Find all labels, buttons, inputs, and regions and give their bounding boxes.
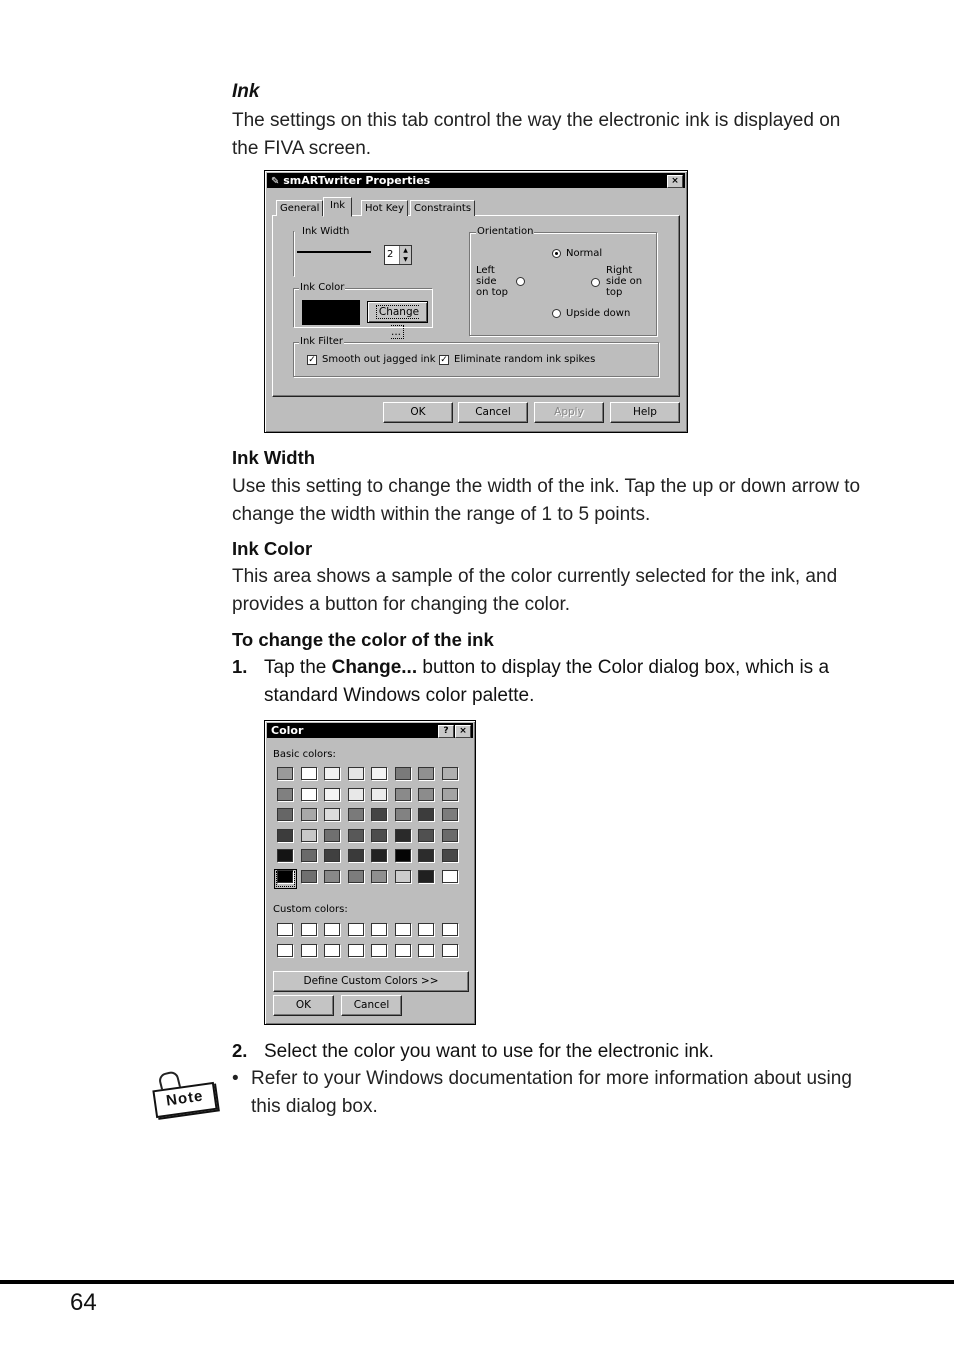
page-number: 64	[70, 1289, 97, 1316]
ink-width-body: Use this setting to change the width of the ink. Tap the up or down arrow to change the width within the range of 1 to 5 points.	[232, 476, 861, 525]
properties-dialog	[264, 170, 688, 433]
basic-color-swatch[interactable]	[442, 829, 458, 842]
ink-filter-label: Ink Filter	[300, 336, 344, 347]
basic-color-swatch[interactable]	[301, 870, 317, 883]
custom-colors-label: Custom colors:	[273, 904, 348, 915]
custom-color-swatch[interactable]	[348, 944, 364, 957]
custom-color-swatch[interactable]	[277, 944, 293, 957]
checkbox-smooth[interactable]: ✓	[308, 355, 316, 365]
intro-text: The settings on this tab control the way the electronic ink is displayed on the FIVA screen.	[232, 110, 841, 159]
custom-color-swatch[interactable]	[277, 923, 293, 936]
basic-color-swatch[interactable]	[371, 808, 387, 821]
change-color-button[interactable]	[367, 301, 428, 338]
custom-color-swatch[interactable]	[418, 944, 434, 957]
label-right-side: Right side on top	[606, 265, 643, 298]
custom-color-swatch[interactable]	[301, 923, 317, 936]
basic-color-swatch[interactable]	[395, 808, 411, 821]
color-title: Color	[271, 724, 304, 737]
basic-color-swatch[interactable]	[371, 870, 387, 883]
basic-color-swatch[interactable]	[277, 788, 293, 801]
ink-width-stepper[interactable]	[384, 245, 412, 265]
ink-width-value: 2	[387, 249, 394, 260]
basic-color-swatch[interactable]	[301, 767, 317, 780]
label-upside-down: Upside down	[566, 308, 631, 319]
basic-color-swatch[interactable]	[301, 788, 317, 801]
basic-color-swatch[interactable]	[395, 849, 411, 862]
basic-color-swatch[interactable]	[301, 849, 317, 862]
ink-width-label: Ink Width	[302, 226, 350, 237]
basic-color-swatch[interactable]	[442, 788, 458, 801]
basic-color-swatch[interactable]	[395, 829, 411, 842]
tab-ink[interactable]: Ink	[323, 197, 352, 217]
basic-color-swatch[interactable]	[418, 849, 434, 862]
properties-titlebar	[267, 173, 685, 188]
tab-constraints[interactable]: Constraints	[410, 200, 475, 216]
basic-color-swatch[interactable]	[395, 788, 411, 801]
label-smooth: Smooth out jagged ink	[322, 354, 436, 365]
basic-color-swatch[interactable]	[371, 788, 387, 801]
step1-bold: Change...	[331, 657, 418, 678]
custom-color-swatch[interactable]	[301, 944, 317, 957]
close-icon[interactable]: ×	[667, 175, 683, 188]
color-ok-button[interactable]: OK	[273, 995, 334, 1016]
radio-normal[interactable]	[552, 249, 561, 258]
custom-color-swatch[interactable]	[348, 923, 364, 936]
ink-color-heading: Ink Color	[232, 538, 313, 559]
step1-post: button to display the Color dialog box, which is a standard Windows color palette.	[264, 657, 830, 706]
basic-colors-label: Basic colors:	[273, 749, 336, 760]
tab-general[interactable]: General	[276, 200, 323, 216]
custom-color-swatch[interactable]	[324, 923, 340, 936]
basic-color-swatch[interactable]	[324, 849, 340, 862]
basic-color-swatch[interactable]	[301, 829, 317, 842]
basic-color-swatch[interactable]	[348, 808, 364, 821]
basic-color-swatch[interactable]	[418, 829, 434, 842]
basic-color-swatch[interactable]	[324, 829, 340, 842]
ink-color-sample	[302, 300, 360, 325]
basic-color-swatch[interactable]	[395, 767, 411, 780]
help-icon[interactable]: ?	[438, 725, 454, 738]
basic-color-swatch[interactable]	[371, 829, 387, 842]
note-icon	[152, 1072, 216, 1118]
properties-title: smARTwriter Properties	[283, 174, 431, 187]
custom-color-swatch[interactable]	[442, 944, 458, 957]
help-button[interactable]: Help	[610, 402, 680, 423]
basic-color-swatch[interactable]	[418, 767, 434, 780]
basic-color-swatch[interactable]	[348, 849, 364, 862]
step1-text	[264, 654, 864, 710]
basic-color-swatch[interactable]	[442, 808, 458, 821]
basic-color-swatch[interactable]	[371, 767, 387, 780]
custom-color-swatch[interactable]	[324, 944, 340, 957]
label-normal: Normal	[566, 248, 603, 259]
basic-color-swatch[interactable]	[277, 767, 293, 780]
procedure-heading: To change the color of the ink	[232, 629, 494, 650]
ink-width-heading: Ink Width	[232, 447, 316, 468]
radio-upside-down[interactable]	[552, 309, 561, 318]
note-label: Note	[152, 1082, 217, 1118]
basic-color-swatch[interactable]	[395, 870, 411, 883]
radio-left-side[interactable]	[516, 277, 525, 286]
color-dialog	[264, 720, 476, 1025]
change-button-label: Change ...	[376, 305, 419, 339]
basic-color-swatch[interactable]	[324, 788, 340, 801]
custom-color-swatch[interactable]	[418, 923, 434, 936]
basic-color-swatch[interactable]	[442, 767, 458, 780]
basic-color-swatch[interactable]	[348, 767, 364, 780]
basic-color-swatch[interactable]	[277, 829, 293, 842]
cancel-button[interactable]: Cancel	[458, 402, 528, 423]
basic-color-swatch[interactable]	[348, 788, 364, 801]
step2-number: 2.	[232, 1040, 248, 1061]
ink-color-body: This area shows a sample of the color currently selected for the ink, and provides a button for changing the color.	[232, 566, 838, 615]
selected-color-highlight	[274, 869, 297, 889]
basic-color-swatch[interactable]	[277, 808, 293, 821]
custom-color-swatch[interactable]	[395, 944, 411, 957]
ink-width-group	[293, 231, 294, 276]
tab-hot-key[interactable]: Hot Key	[361, 200, 408, 216]
footer-rule	[0, 1280, 954, 1284]
custom-color-swatch[interactable]	[395, 923, 411, 936]
basic-color-swatch[interactable]	[442, 849, 458, 862]
basic-color-swatch[interactable]	[442, 870, 458, 883]
define-custom-colors-button[interactable]: Define Custom Colors >>	[273, 971, 469, 992]
ink-width-sample	[297, 251, 371, 253]
orientation-label: Orientation	[477, 226, 534, 237]
tab-panel	[272, 200, 680, 397]
radio-right-side[interactable]	[591, 278, 600, 287]
note-bullet: •	[232, 1068, 239, 1089]
label-eliminate: Eliminate random ink spikes	[454, 354, 596, 365]
basic-color-swatch[interactable]	[371, 849, 387, 862]
color-cancel-button[interactable]: Cancel	[341, 995, 402, 1016]
ok-button[interactable]: OK	[383, 402, 453, 423]
step2-text: Select the color you want to use for the electronic ink.	[264, 1041, 714, 1062]
stepper-up-icon[interactable]: ▲	[399, 246, 411, 255]
label-left-side: Left side on top	[476, 265, 509, 298]
basic-color-swatch[interactable]	[348, 870, 364, 883]
color-titlebar	[267, 723, 473, 738]
basic-color-swatch[interactable]	[324, 808, 340, 821]
custom-color-swatch[interactable]	[371, 923, 387, 936]
basic-color-swatch[interactable]	[324, 870, 340, 883]
app-pen-icon: ✎	[271, 176, 280, 187]
close-icon[interactable]: ×	[455, 725, 471, 738]
basic-color-swatch[interactable]	[324, 767, 340, 780]
custom-color-swatch[interactable]	[371, 944, 387, 957]
basic-color-swatch[interactable]	[418, 870, 434, 883]
basic-color-swatch[interactable]	[418, 808, 434, 821]
apply-button[interactable]: Apply	[534, 402, 604, 423]
basic-color-swatch[interactable]	[301, 808, 317, 821]
note-text: Refer to your Windows documentation for more information about using this dialog box.	[251, 1068, 852, 1117]
section-title: Ink	[232, 81, 260, 102]
basic-color-swatch[interactable]	[277, 849, 293, 862]
step1-pre: Tap the	[264, 657, 332, 678]
basic-color-swatch[interactable]	[418, 788, 434, 801]
basic-color-swatch[interactable]	[348, 829, 364, 842]
checkbox-eliminate[interactable]: ✓	[440, 355, 448, 365]
ink-color-label: Ink Color	[300, 282, 345, 293]
step1-number: 1.	[232, 656, 248, 677]
stepper-down-icon[interactable]: ▼	[399, 255, 411, 264]
custom-color-swatch[interactable]	[442, 923, 458, 936]
